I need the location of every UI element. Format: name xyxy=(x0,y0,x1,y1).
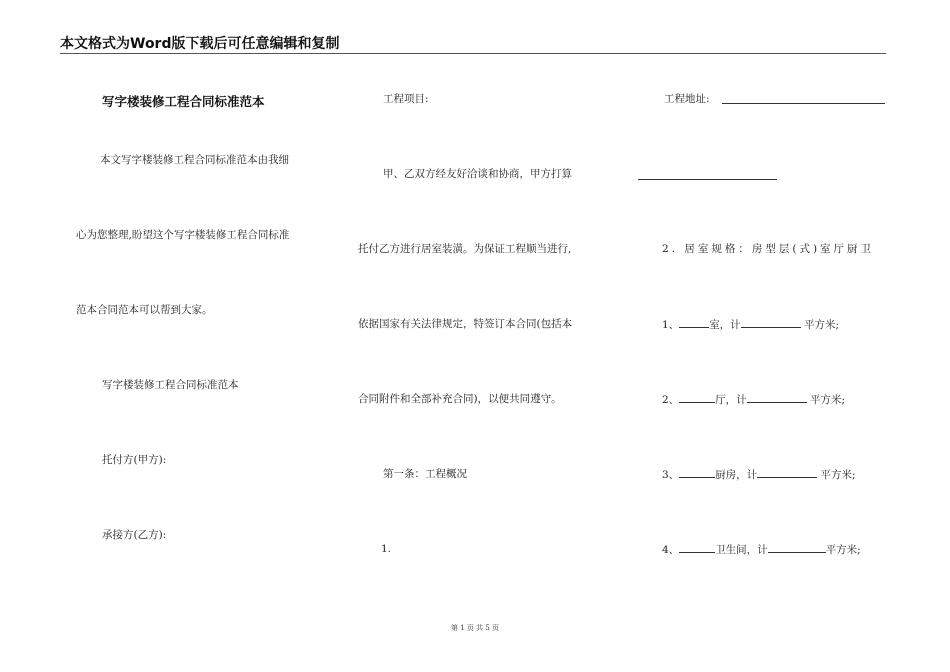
blank-line xyxy=(638,179,777,180)
row-3-blank-b xyxy=(757,467,817,478)
article-1-heading: 第一条：工程概况 xyxy=(383,468,467,480)
intro-line-3: 范本合同范本可以帮到大家。 xyxy=(76,304,213,316)
intro-line-1: 本文写字楼装修工程合同标准范本由我细 xyxy=(100,154,289,166)
header-rule xyxy=(60,53,886,54)
project-item-label: 工程项目: xyxy=(383,93,429,105)
row-3-area: 平方米; xyxy=(820,469,856,481)
room-row-2 xyxy=(662,392,845,407)
row-3-index: 3、 xyxy=(662,469,680,481)
row-1-blank-b xyxy=(741,317,801,328)
row-2-area: 平方米; xyxy=(810,394,846,406)
body-line-4: 合同附件和全部补充合同)，以便共同遵守。 xyxy=(358,393,562,405)
row-4-blank-b xyxy=(768,542,826,553)
row-4-blank-a xyxy=(679,542,715,553)
room-row-3 xyxy=(662,467,856,482)
body-line-1: 甲、乙双方经友好洽谈和协商，甲方打算 xyxy=(383,168,572,180)
body-line-2: 托付乙方进行居室装潢。为保证工程顺当进行, xyxy=(358,243,572,255)
document-banner: 本文格式为Word版下载后可任意编辑和复制 xyxy=(60,36,340,52)
row-2-blank-b xyxy=(747,392,807,403)
section-subtitle: 写字楼装修工程合同标准范本 xyxy=(102,379,239,391)
row-1-index: 1、 xyxy=(662,319,680,331)
row-2-unit: 厅，计 xyxy=(715,394,747,406)
row-2-blank-a xyxy=(679,392,715,403)
row-4-index: 4、 xyxy=(662,544,680,556)
row-3-blank-a xyxy=(679,467,715,478)
address-blank-line xyxy=(722,103,885,104)
row-2-index: 2、 xyxy=(662,394,680,406)
row-4-area: 平方米; xyxy=(825,544,861,556)
address-label: 工程地址: xyxy=(664,93,710,105)
row-1-blank-a xyxy=(679,317,709,328)
body-line-3: 依据国家有关法律规定，特签订本合同(包括本 xyxy=(358,318,573,330)
row-3-unit: 厨房，计 xyxy=(715,469,758,481)
document-title: 写字楼装修工程合同标准范本 xyxy=(102,94,265,109)
page-footer: 第 1 页 共 5 页 xyxy=(450,624,500,632)
intro-line-2: 心为您整理,盼望这个写字楼装修工程合同标准 xyxy=(76,229,290,241)
row-1-unit: 室，计 xyxy=(709,319,741,331)
row-1-area: 平方米; xyxy=(804,319,840,331)
room-spec-line: 2. 居室规格：房型层(式)室厅厨卫 xyxy=(662,243,875,255)
room-row-1 xyxy=(662,317,839,332)
room-row-4 xyxy=(662,542,861,557)
row-4-unit: 卫生间，计 xyxy=(715,544,768,556)
party-a-label: 托付方(甲方): xyxy=(102,454,167,466)
party-b-label: 承接方(乙方): xyxy=(102,529,167,541)
item-1-number: 1. xyxy=(381,543,392,555)
